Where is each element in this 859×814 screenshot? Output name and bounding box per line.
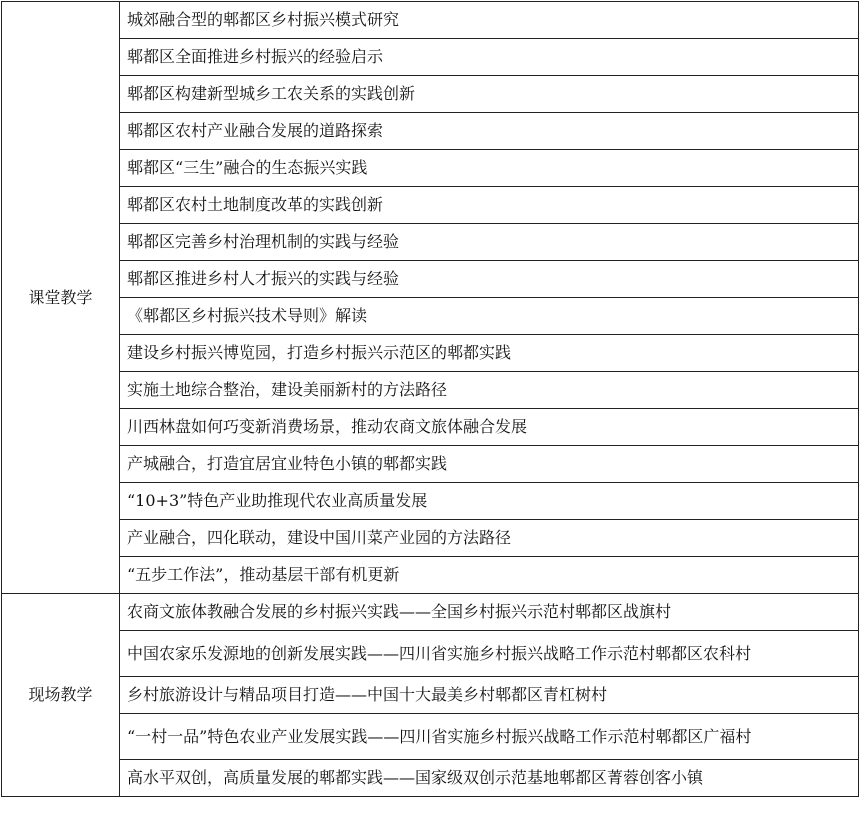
category-cell: 现场教学	[2, 594, 120, 797]
topic-cell: 实施土地综合整治，建设美丽新村的方法路径	[120, 372, 859, 409]
topic-cell: 农商文旅体教融合发展的乡村振兴实践——全国乡村振兴示范村郫都区战旗村	[120, 594, 859, 631]
topic-cell: 郫都区推进乡村人才振兴的实践与经验	[120, 261, 859, 298]
topic-cell: 乡村旅游设计与精品项目打造——中国十大最美乡村郫都区青杠树村	[120, 677, 859, 714]
topic-cell: 产城融合，打造宜居宜业特色小镇的郫都实践	[120, 446, 859, 483]
topic-cell: 郫都区农村土地制度改革的实践创新	[120, 187, 859, 224]
table-row	[2, 483, 859, 520]
table-row	[2, 409, 859, 446]
table-row	[2, 187, 859, 224]
topic-cell: “五步工作法”，推动基层干部有机更新	[120, 557, 859, 594]
topic-cell: 郫都区全面推进乡村振兴的经验启示	[120, 39, 859, 76]
topic-cell: 川西林盘如何巧变新消费场景，推动农商文旅体融合发展	[120, 409, 859, 446]
table-row	[2, 372, 859, 409]
table-row	[2, 760, 859, 797]
table-row	[2, 224, 859, 261]
topic-cell: 产业融合，四化联动，建设中国川菜产业园的方法路径	[120, 520, 859, 557]
table-row	[2, 298, 859, 335]
table-row	[2, 557, 859, 594]
course-table	[1, 1, 859, 797]
table-row	[2, 677, 859, 714]
table-row	[2, 631, 859, 677]
table-row	[2, 39, 859, 76]
table-row	[2, 76, 859, 113]
topic-cell: 城郊融合型的郫都区乡村振兴模式研究	[120, 2, 859, 39]
topic-cell: 郫都区构建新型城乡工农关系的实践创新	[120, 76, 859, 113]
table-row	[2, 150, 859, 187]
category-cell: 课堂教学	[2, 2, 120, 594]
topic-cell: “一村一品”特色农业产业发展实践——四川省实施乡村振兴战略工作示范村郫都区广福村	[120, 714, 859, 760]
table-row	[2, 594, 859, 631]
table-row	[2, 2, 859, 39]
table-row	[2, 520, 859, 557]
topic-cell: 建设乡村振兴博览园，打造乡村振兴示范区的郫都实践	[120, 335, 859, 372]
table-row	[2, 113, 859, 150]
topic-cell: 郫都区“三生”融合的生态振兴实践	[120, 150, 859, 187]
topic-cell: 高水平双创，高质量发展的郫都实践——国家级双创示范基地郫都区菁蓉创客小镇	[120, 760, 859, 797]
table-row	[2, 261, 859, 298]
topic-cell: 郫都区农村产业融合发展的道路探索	[120, 113, 859, 150]
topic-cell: “10+3”特色产业助推现代农业高质量发展	[120, 483, 859, 520]
table-row	[2, 446, 859, 483]
topic-cell: 中国农家乐发源地的创新发展实践——四川省实施乡村振兴战略工作示范村郫都区农科村	[120, 631, 859, 677]
table-row	[2, 714, 859, 760]
topic-cell: 《郫都区乡村振兴技术导则》解读	[120, 298, 859, 335]
topic-cell: 郫都区完善乡村治理机制的实践与经验	[120, 224, 859, 261]
table-row	[2, 335, 859, 372]
